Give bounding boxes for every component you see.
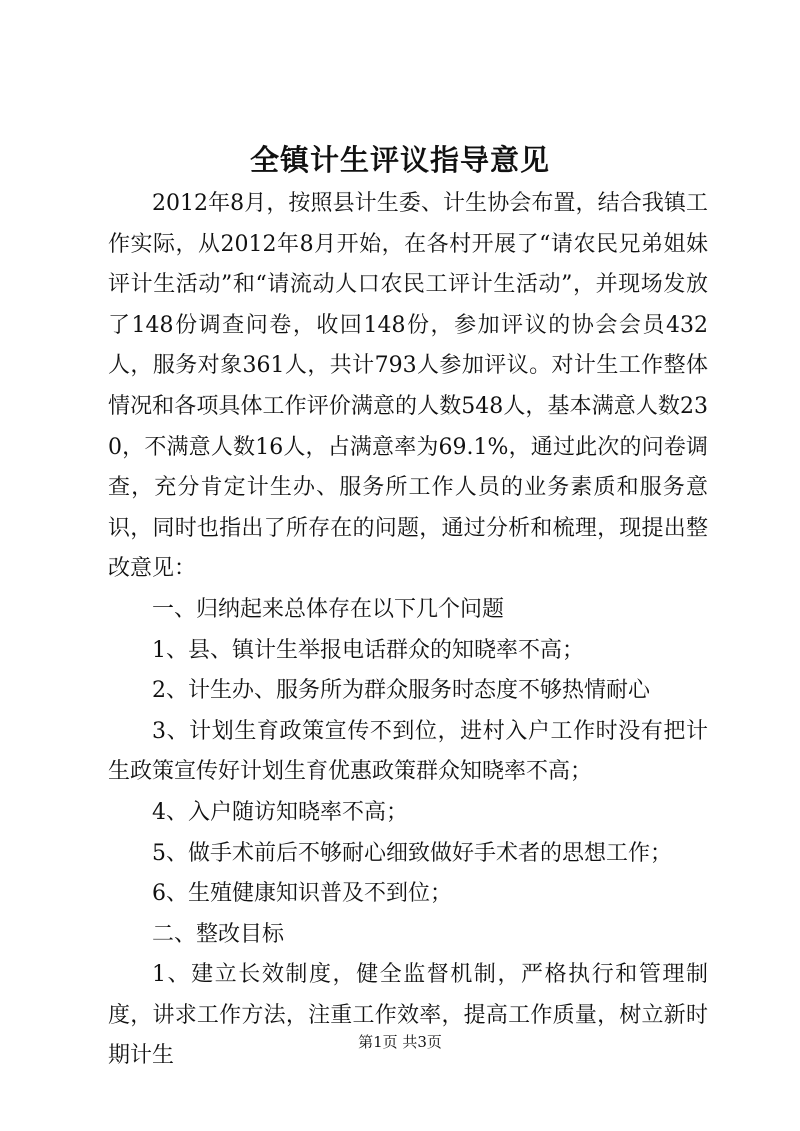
list-item-problem-1: 1、县、镇计生举报电话群众的知晓率不高； xyxy=(152,637,584,663)
document-body xyxy=(108,184,708,1077)
page-footer: 第1页 共3页 xyxy=(358,1033,442,1051)
list-item-problem-6: 6、生殖健康知识普及不到位； xyxy=(152,881,452,907)
list-item-problem-3: 3、计划生育政策宣传不到位，进村入户工作时没有把计生政策宣传好计划生育优惠政策群众知晓率不高； xyxy=(108,718,708,785)
document-title: 全镇计生评议指导意见 xyxy=(249,143,550,177)
list-item-problem-4: 4、入户随访知晓率不高； xyxy=(152,799,408,825)
paragraph-intro: 2012年8月，按照县计生委、计生协会布置，结合我镇工作实际，从2012年8月开始，在各村开展了“请农民兄弟姐妹评计生活动”和“请流动人口农民工评计生活动”，并现场发放了148份调查问卷，收回148份，参加评议的协会会员432人，服务对象361人，共计793人参加评议。对计生工作整体情况和各项具体工作评价满意的人数548人，基本满意人数230，不满意人数16人，占满意率为69.1%，通过此次的问卷调查，充分肯定计生办、服务所工作人员的业务素质和服务意识，同时也指出了所存在的问题，通过分析和梳理，现提出整改意见： xyxy=(108,191,708,582)
list-item-problem-2: 2、计生办、服务所为群众服务时态度不够热情耐心 xyxy=(152,678,650,704)
section-heading-goals: 二、整改目标 xyxy=(152,921,285,947)
section-heading-problems: 一、归纳起来总体存在以下几个问题 xyxy=(152,596,505,622)
list-item-goal-1: 1、建立长效制度，健全监督机制，严格执行和管理制度，讲求工作方法，注重工作效率，提高工作质量，树立新时期计生 xyxy=(108,962,708,1069)
list-item-problem-5: 5、做手术前后不够耐心细致做好手术者的思想工作； xyxy=(152,840,672,866)
